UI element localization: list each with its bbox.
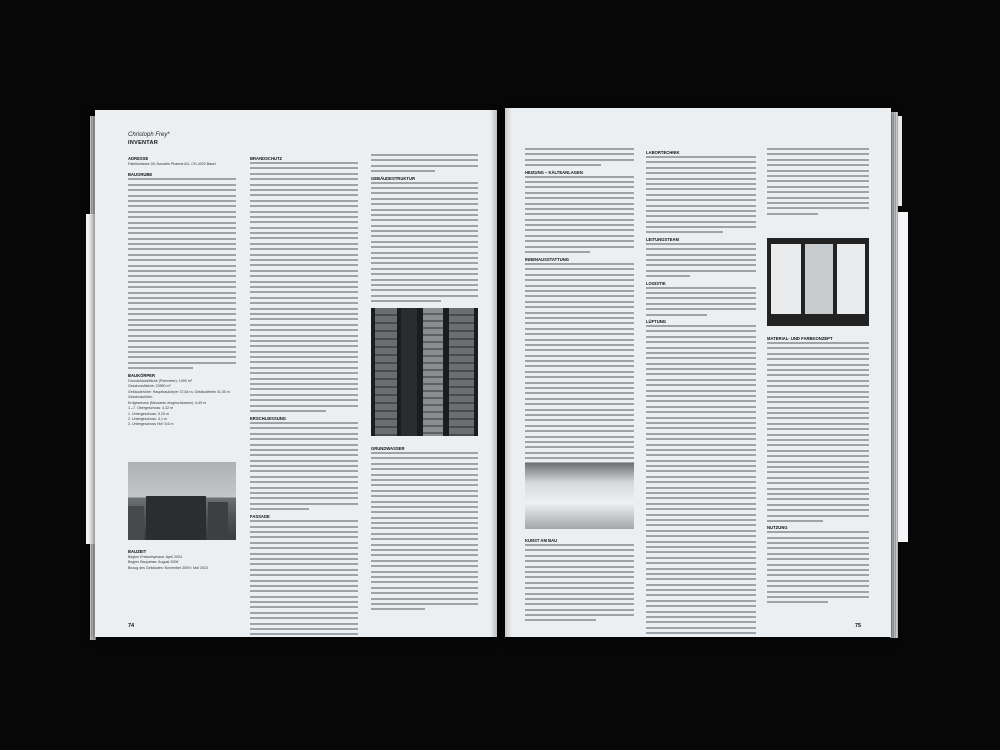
right-page [505, 108, 891, 637]
baukoerper-line: Gebäudehöhe: Hauptbaukörper 37,64 m, Gebäudeteile 41,55 m [128, 389, 230, 394]
grundwasser-block [371, 444, 478, 614]
heading-heizung: HEIZUNG – KÄLTEANLAGEN [525, 169, 583, 175]
leitungsteam-text-lines [646, 243, 756, 277]
right-column-2 [646, 148, 756, 637]
heizung-text-lines [525, 176, 634, 253]
heading-nutzung: NUTZUNG [767, 525, 788, 531]
nutzung-text-lines [767, 531, 869, 603]
heading-gebaeudestruktur: GEBÄUDESTRUKTUR [371, 175, 415, 181]
baukoerper-line: 3. Untergeschoss Hof: 5,6 m [128, 422, 174, 427]
atrium-photo [371, 308, 478, 436]
heading-logistik: LOGISTIK [646, 280, 666, 286]
grundwasser-text-lines [371, 452, 478, 610]
material-block [767, 334, 869, 607]
book-gutter [490, 108, 512, 638]
baukoerper-line: 1.–7. Obergeschoss: 4,32 m [128, 406, 174, 411]
logistik-text-lines [646, 287, 756, 316]
innenausstattung-text-lines [525, 263, 634, 470]
heading-erschliessung: ERSCHLIESSUNG [250, 415, 287, 421]
heading-material: MATERIAL- UND FARBKONZEPT [767, 336, 833, 341]
bauzeit-block [128, 547, 236, 571]
baukoerper-line: 2. Untergeschoss: 4,1 m [128, 416, 167, 421]
bauzeit-line: Beginn Baupahse: August 2006 [128, 560, 179, 565]
intro-text-lines [767, 148, 869, 215]
lueftung-text-lines [646, 325, 756, 637]
gebaeudestruktur-text-lines [371, 182, 478, 303]
intro-text-lines [371, 154, 478, 172]
baukoerper-line: Geschossfläche: 23590 m² [128, 384, 171, 389]
office-photo [525, 463, 634, 529]
labortechnik-text-lines [646, 156, 756, 233]
heading-baugrube: BAUGRUBE [128, 172, 153, 178]
section-title: INVENTAR [128, 140, 159, 146]
brandschutz-text-lines [250, 162, 358, 412]
laboratory-photo [767, 238, 869, 326]
baugrube-text-lines [128, 178, 236, 369]
left-column-3 [371, 154, 478, 306]
left-column-2 [250, 154, 358, 637]
heading-baukoerper: BAUKÖRPER [128, 373, 155, 379]
erschliessung-text-lines [250, 422, 358, 510]
fassade-text-lines [250, 520, 358, 637]
author-name: Christoph Frey* [128, 132, 170, 138]
bauzeit-line: Bezug des Gebäudes: November 2009 / Mai 2010 [128, 565, 208, 570]
heading-bauzeit: BAUZEIT [128, 549, 147, 554]
heading-grundwasser: GRUNDWASSER [371, 446, 405, 451]
right-page-edges [890, 112, 898, 638]
intro-text-lines [525, 148, 634, 166]
left-page [95, 110, 497, 637]
heading-fassade: FASSADE [250, 514, 270, 520]
left-column-1 [128, 154, 236, 428]
page-number-right: 75 [855, 623, 862, 629]
heading-innenausstattung: INNENAUSSTATTUNG [525, 257, 570, 263]
address-text: Fabrikstrasse 28, Novartis Pharma AG, CH-4002 Basel [128, 162, 216, 166]
page-number-left: 74 [128, 623, 135, 629]
bauzeit-line: Beginn Entwurfsphase: April 2004 [128, 555, 182, 559]
kunst-text-lines [525, 544, 634, 621]
material-text-lines [767, 342, 869, 522]
kunst-block [525, 536, 634, 625]
skyline-photo [128, 462, 236, 540]
heading-labortechnik: LABORTECHNIK [646, 150, 680, 155]
heading-kunst: KUNST AM BAU [525, 538, 558, 543]
baukoerper-line: Geschosshöhe: [128, 395, 153, 400]
baukoerper-line: Grundstücksfläche (Perimeter): 1990 m² [128, 379, 192, 384]
heading-leitungsteam: LEITUNGSTEAM [646, 236, 680, 242]
heading-brandschutz: BRANDSCHUTZ [250, 156, 283, 161]
baukoerper-line: 1. Untergeschoss: 5,25 m [128, 411, 169, 416]
right-column-3 [767, 148, 869, 218]
heading-lueftung: LÜFTUNG [646, 318, 667, 324]
baukoerper-line: Erdgeschoss (Mezzanin eingeschlossen): 6,49 m [128, 400, 207, 405]
right-column-1 [525, 148, 634, 473]
heading-adresse: ADRESSE [128, 156, 149, 161]
